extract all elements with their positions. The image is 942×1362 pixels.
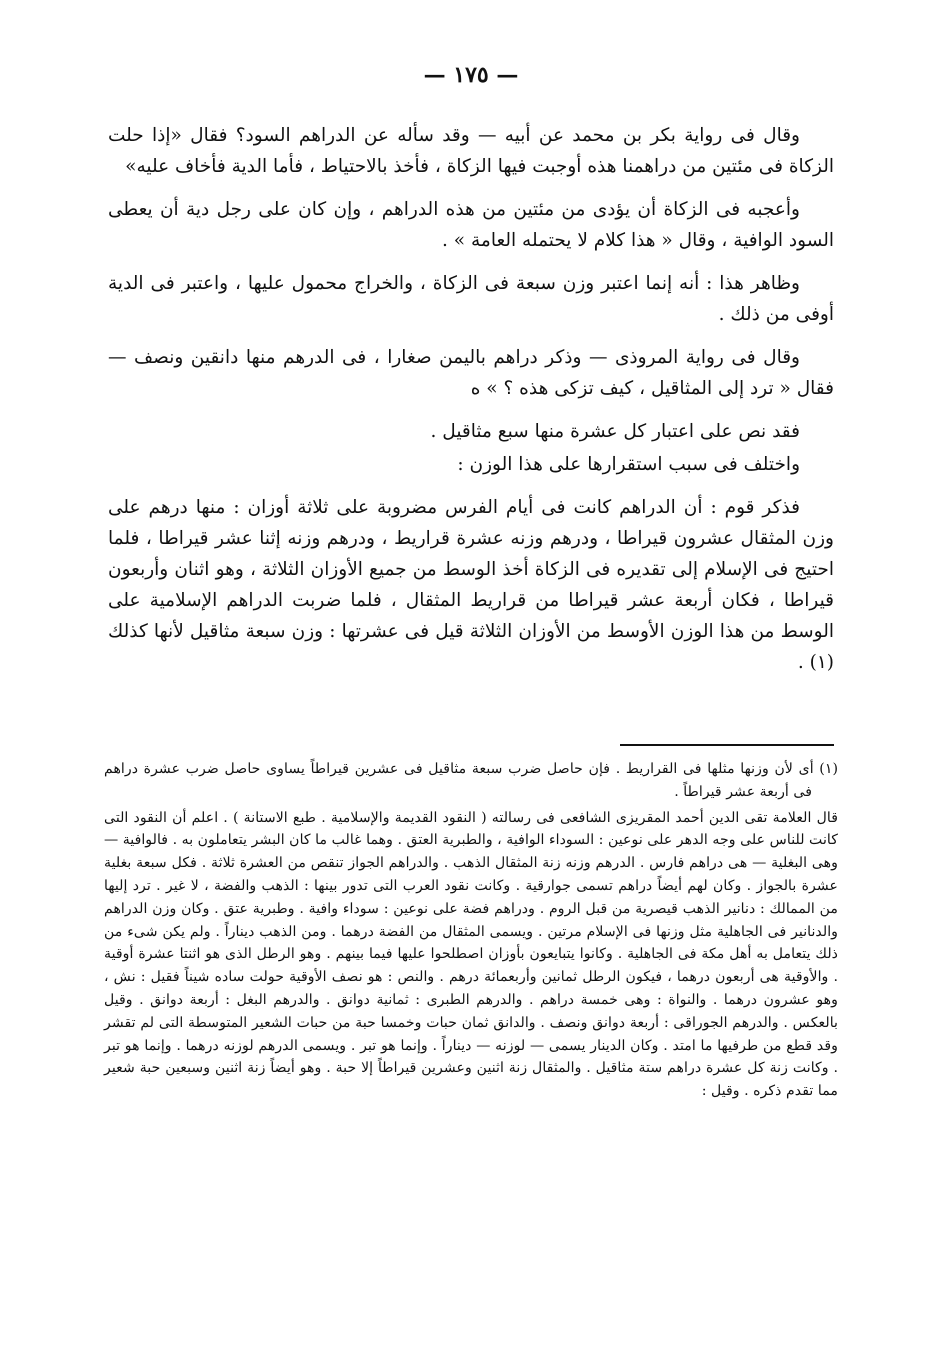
footnote-continuation: قال العلامة تقى الدين أحمد المقريزى الشافعى فى رسالته ( النقود القديمة والإسلامية . طبع الاستانة ) . اعلم أن النقود التى كانت للناس على وجه الدهر على نوعين : السوداء الوافية ، والطبرية العتق . وهما غالب ما كان البشر يتعاملون به . فالوافية — وهى البغلية — هى دراهم فارس . الدرهم وزنه زنة المثقال الذهب . والدراهم الجواز تنقص من العشرة ثلاثة . فكل سبعة بغلية عشرة بالجواز . وكان لهم أيضاً دراهم تسمى جوارقية . وكانت نقود العرب التى تدور بينها : الذهب والفضة ، لا غير . ترد إليها من الممالك : دنانير الذهب قيصرية من قبل الروم . ودراهم فضة على نوعين : سوداء وافية . وطبرية عتق . وكان وزن الدراهم والدنانير فى الجاهلية مثل وزنها فى الإسلام مرتين . ويسمى المثقال من الفضة درهما . ومن الذهب ديناراً . ولم يكن شىء من ذلك يتعامل به أهل مكة فى الجاهلية . وكانوا يتبايعون بأوزان اصطلحوا عليها فيما بينهم . وهو الرطل الذى هو اثنتا عشرة أوقية . والأوقية هى أربعون درهما ، فيكون الرطل ثمانين وأربعمائة درهم . والنص : هو نصف الأوقية حولت ساده شيناً فقيل : نش ، وهو عشرون درهما . والنواة : وهى خمسة دراهم . والدرهم الطبرى : ثمانية دوانق . والدرهم البغل : أربعة دوانق . وقيل بالعكس . والدرهم الجوراقى : أربعة دوانق ونصف . والدانق ثمان حبات وخمسا حبة من حبات الشعير المتوسطة التى لم تقشر وقد قطع من طرفيها ما امتد . وكان الدينار يسمى — لوزنه — ديناراً . وإنما هو تبر . ويسمى الدرهم لوزنه درهما . وإنما هو تبر . وكانت زنة كل عشرة دراهم ستة مثاقيل . والمثقال زنة اثنين وعشرين قيراطاً إلا حبة . وهو أيضاً زنة اثنين وسبعين حبة شعير مما تقدم ذكره . وقيل : [104, 809, 838, 1100]
page-number: — ١٧٥ — [423, 62, 519, 88]
paragraph: واختلف فى سبب استقرارها على هذا الوزن : [457, 454, 800, 475]
paragraph: فقد نص على اعتبار كل عشرة منها سبع مثاقيل . [430, 421, 800, 442]
paragraph: وقال فى رواية بكر بن محمد عن أبيه — وقد سأله عن الدراهم السود؟ فقال «إذا حلت الزكاة فى مئتين من دراهمنا هذه أوجبت فيها الزكاة ، فأخذ بالاحتياط ، فأما الدية فأخاف عليه» [108, 125, 834, 177]
paragraph: فذكر قوم : أن الدراهم كانت فى أيام الفرس مضروبة على ثلاثة أوزان : منها درهم على وزن المثقال عشرون قيراطا ، ودرهم وزنه عشرة قراريط ، ودرهم وزنه إثنا عشر قيراطا ، فلما احتيج فى الإسلام إلى تقديره فى الزكاة أخذ الوسط من جميع الأوزان الثلاثة ، وهو اثنان وأربعون قيراطا ، فكان أربعة عشر قيراطا من قراريط المثقال ، فلما ضربت الدراهم الإسلامية على الوسط من هذا الوزن الأوسط من الأوزان الثلاثة قيل فى عشرتها : وزن سبعة مثاقيل لأنها كذلك (١) . [108, 497, 834, 673]
footnotes [104, 758, 838, 1106]
footnote: (١) أى لأن وزنها مثلها فى القراريط . فإن حاصل ضرب سبعة مثاقيل فى عشرين قيراطاً يساوى حاصل ضرب عشرة دراهم فى أربعة عشر قيراطاً . [104, 761, 838, 800]
paragraph: وظاهر هذا : أنه إنما اعتبر وزن سبعة فى الزكاة ، والخراج محمول عليها ، واعتبر فى الدية أوفى من ذلك . [108, 273, 834, 325]
footnote-divider [620, 744, 834, 746]
paragraph: وقال فى رواية المروذى — وذكر دراهم باليمن صغارا ، فى الدرهم منها دانقين ونصف — فقال « ترد إلى المثاقيل ، كيف تزكى هذه ؟ » ه [108, 347, 834, 399]
paragraph: وأعجبه فى الزكاة أن يؤدى من مئتين من هذه الدراهم ، وإن كان على رجل دية أن يعطى السود الوافية ، وقال « هذا كلام لا يحتمله العامة » . [108, 199, 834, 251]
main-text [108, 120, 834, 678]
